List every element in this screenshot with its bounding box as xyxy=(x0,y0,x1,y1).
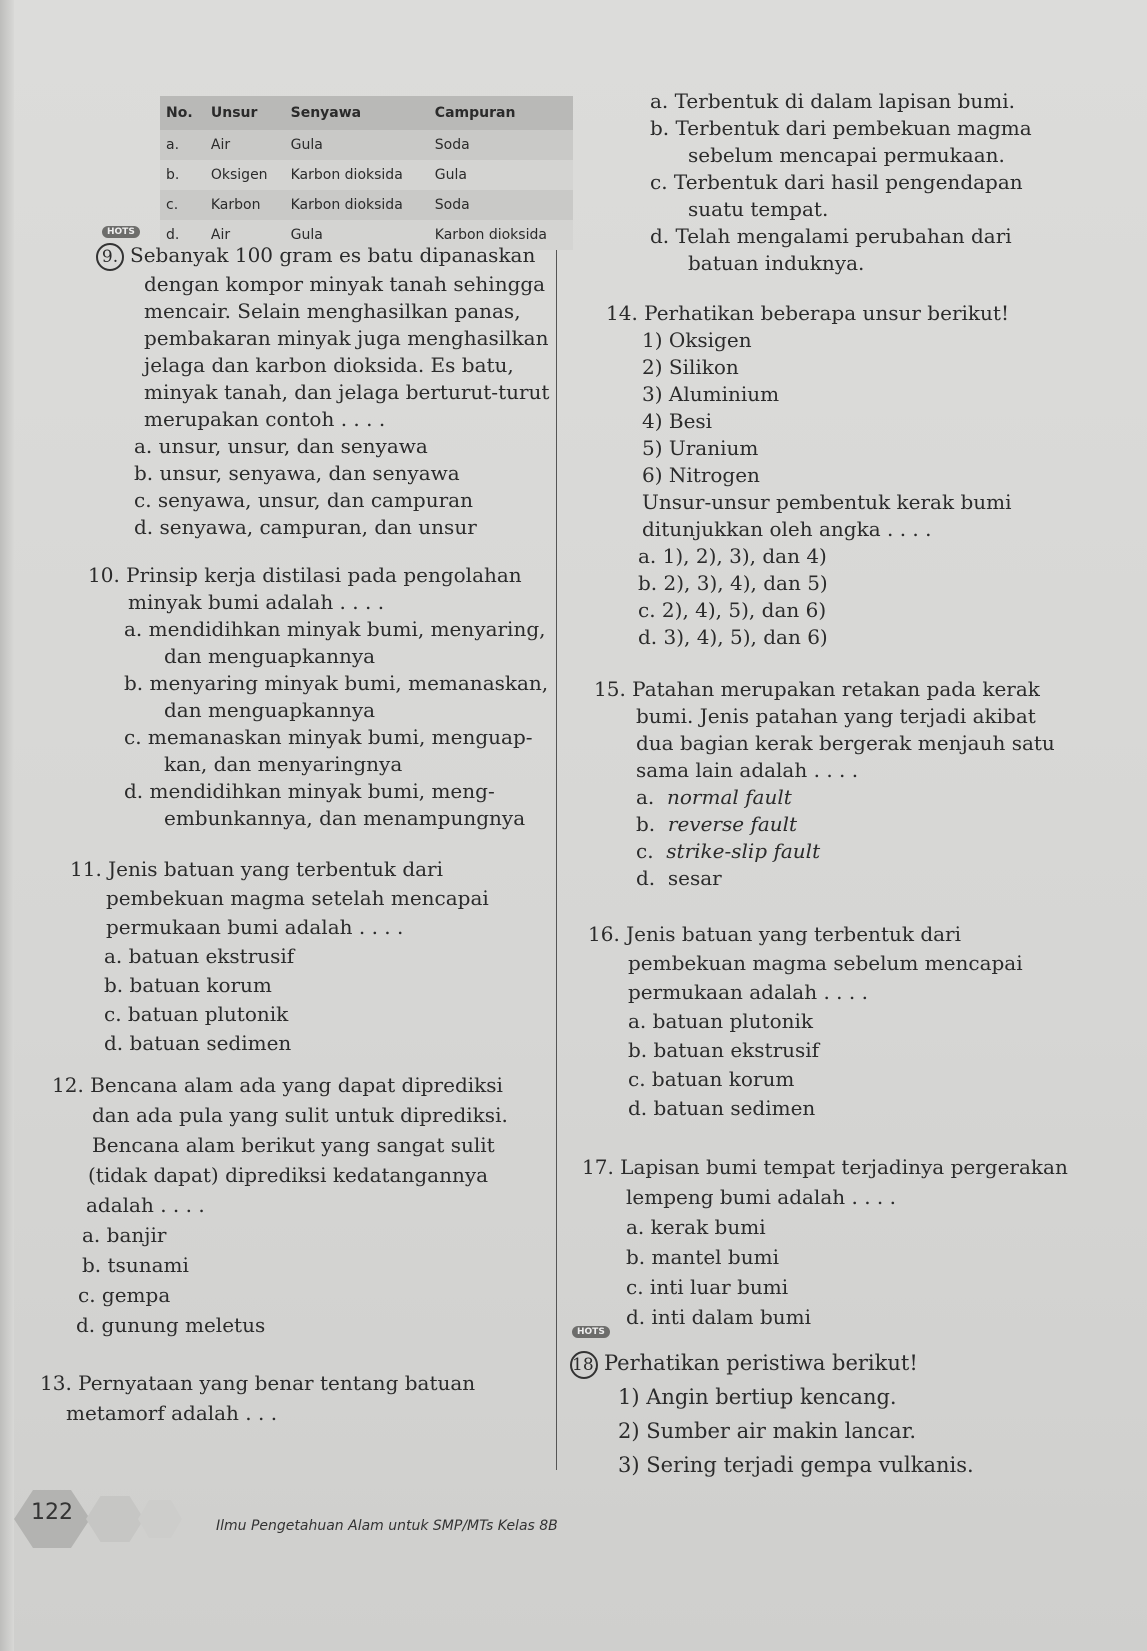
table-cell: Gula xyxy=(429,160,573,190)
page-number: 122 xyxy=(31,1500,73,1525)
list-item: 5) Uranium xyxy=(642,436,759,460)
answer-option: a. mendidihkan minyak bumi, menyaring, xyxy=(124,617,546,641)
table-header-row xyxy=(160,96,573,130)
table-row xyxy=(160,160,573,190)
answer-option: d. mendidihkan minyak bumi, meng- xyxy=(124,779,495,803)
question-text: bumi. Jenis patahan yang terjadi akibat xyxy=(636,704,1036,728)
option-text: normal fault xyxy=(667,785,792,809)
question-text: 14. Perhatikan beberapa unsur berikut! xyxy=(606,301,1009,325)
hots-badge: HOTS xyxy=(102,226,140,238)
column-divider xyxy=(556,100,557,1470)
answer-option: b. batuan korum xyxy=(104,973,272,997)
answer-option: c. memanaskan minyak bumi, menguap- xyxy=(124,725,533,749)
table-cell: c. xyxy=(160,190,205,220)
question-text: pembekuan magma sebelum mencapai xyxy=(628,951,1023,975)
list-item: 1) Oksigen xyxy=(642,328,752,352)
question-text: 16. Jenis batuan yang terbentuk dari xyxy=(588,922,962,946)
table-cell: Soda xyxy=(429,130,573,160)
answer-option xyxy=(594,784,1055,811)
option-text: strike-slip fault xyxy=(666,839,821,863)
question-13-options xyxy=(650,88,1032,277)
question-number-circle: 9. xyxy=(96,243,124,271)
answer-option: b. Terbentuk dari pembekuan magma xyxy=(650,116,1032,140)
table-cell: Gula xyxy=(285,220,429,250)
question-text: lempeng bumi adalah . . . . xyxy=(626,1185,896,1209)
table-cell: Soda xyxy=(429,190,573,220)
answer-option-cont: embunkannya, dan menampungnya xyxy=(164,806,526,830)
answer-option: a. 1), 2), 3), dan 4) xyxy=(638,544,827,568)
answer-option: b. menyaring minyak bumi, memanaskan, xyxy=(124,671,549,695)
answer-option: d. inti dalam bumi xyxy=(626,1305,811,1329)
answer-option: b. unsur, senyawa, dan senyawa xyxy=(134,461,460,485)
answer-option: c. Terbentuk dari hasil pengendapan xyxy=(650,170,1023,194)
table-cell: Karbon dioksida xyxy=(285,160,429,190)
table-header: No. xyxy=(160,96,205,130)
question-text: jelaga dan karbon dioksida. Es batu, xyxy=(144,353,514,377)
answer-option: a. kerak bumi xyxy=(626,1215,766,1239)
answer-option: b. 2), 3), 4), dan 5) xyxy=(638,571,828,595)
question-text: 13. Pernyataan yang benar tentang batuan xyxy=(40,1371,476,1395)
question-text: Perhatikan peristiwa berikut! xyxy=(604,1351,918,1375)
question-text: dua bagian kerak bergerak menjauh satu xyxy=(636,731,1055,755)
option-letter: b. xyxy=(636,812,656,836)
option-letter: c. xyxy=(636,839,654,863)
hots-badge: HOTS xyxy=(572,1326,610,1338)
option-text: sesar xyxy=(667,866,722,890)
answer-option: c. inti luar bumi xyxy=(626,1275,789,1299)
table-cell: Karbon dioksida xyxy=(285,190,429,220)
answer-option: d. senyawa, campuran, dan unsur xyxy=(134,515,477,539)
question-text: 12. Bencana alam ada yang dapat diprediksi xyxy=(52,1073,503,1097)
answer-option xyxy=(594,811,1055,838)
decorative-hexagon xyxy=(138,1500,182,1538)
answer-option: d. gunung meletus xyxy=(76,1313,266,1337)
question-text: Sebanyak 100 gram es batu dipanaskan xyxy=(130,243,536,267)
answer-option: c. gempa xyxy=(78,1283,171,1307)
answer-option xyxy=(594,838,1055,865)
question-text: permukaan adalah . . . . xyxy=(628,980,868,1004)
question-text: pembakaran minyak juga menghasilkan xyxy=(144,326,549,350)
question-text: ditunjukkan oleh angka . . . . xyxy=(642,517,932,541)
question-10 xyxy=(88,562,548,832)
question-9 xyxy=(96,242,549,541)
question-14 xyxy=(606,300,1012,651)
question-text: 15. Patahan merupakan retakan pada kerak xyxy=(594,677,1040,701)
list-item: 3) Aluminium xyxy=(642,382,780,406)
answer-option-cont: dan menguapkannya xyxy=(164,698,376,722)
answer-option: d. Telah mengalami perubahan dari xyxy=(650,224,1012,248)
question-text: mencair. Selain menghasilkan panas, xyxy=(144,299,521,323)
answer-option: a. Terbentuk di dalam lapisan bumi. xyxy=(650,89,1016,113)
table-header: Senyawa xyxy=(285,96,429,130)
option-text: reverse fault xyxy=(667,812,798,836)
question-text: minyak bumi adalah . . . . xyxy=(128,590,385,614)
question-18 xyxy=(570,1346,974,1482)
table-header: Campuran xyxy=(429,96,573,130)
answer-option-cont: suatu tempat. xyxy=(688,197,829,221)
table-cell: Air xyxy=(205,220,285,250)
list-item: 1) Angin bertiup kencang. xyxy=(618,1385,897,1409)
table-cell: a. xyxy=(160,130,205,160)
option-letter: d. xyxy=(636,866,656,890)
answer-option: c. batuan plutonik xyxy=(104,1002,289,1026)
answer-option: d. batuan sedimen xyxy=(104,1031,292,1055)
list-item: 3) Sering terjadi gempa vulkanis. xyxy=(618,1453,974,1477)
question-text: metamorf adalah . . . xyxy=(66,1401,278,1425)
answer-option: a. unsur, unsur, dan senyawa xyxy=(134,434,428,458)
question-12 xyxy=(52,1070,508,1340)
question-13 xyxy=(40,1368,475,1428)
answer-option: d. batuan sedimen xyxy=(628,1096,816,1120)
answer-option-cont: kan, dan menyaringnya xyxy=(164,752,403,776)
question-15 xyxy=(594,676,1055,892)
answer-option-cont: dan menguapkannya xyxy=(164,644,376,668)
decorative-hexagon xyxy=(86,1496,144,1542)
list-item: 2) Silikon xyxy=(642,355,739,379)
table-row xyxy=(160,190,573,220)
list-item: 6) Nitrogen xyxy=(642,463,760,487)
question-11 xyxy=(70,855,489,1058)
table-row xyxy=(160,130,573,160)
table-cell: d. xyxy=(160,220,205,250)
question-text: minyak tanah, dan jelaga berturut-turut xyxy=(144,380,550,404)
question-16 xyxy=(588,920,1023,1123)
answer-option: c. batuan korum xyxy=(628,1067,795,1091)
answer-option-cont: batuan induknya. xyxy=(688,251,865,275)
page-binding xyxy=(0,0,14,1651)
question-text: 17. Lapisan bumi tempat terjadinya pergerakan xyxy=(582,1155,1068,1179)
answer-option xyxy=(594,865,1055,892)
question-text: Bencana alam berikut yang sangat sulit xyxy=(92,1133,495,1157)
question-text: sama lain adalah . . . . xyxy=(636,758,859,782)
book-title: Ilmu Pengetahuan Alam untuk SMP/MTs Kelas 8B xyxy=(216,1518,558,1534)
answer-option: b. tsunami xyxy=(82,1253,189,1277)
question-text: adalah . . . . xyxy=(86,1193,205,1217)
question-number-circle: 18. xyxy=(570,1351,598,1379)
answer-option: a. batuan plutonik xyxy=(628,1009,813,1033)
answer-option: b. batuan ekstrusif xyxy=(628,1038,820,1062)
question-text: 11. Jenis batuan yang terbentuk dari xyxy=(70,857,444,881)
answer-option: d. 3), 4), 5), dan 6) xyxy=(638,625,828,649)
list-item: 4) Besi xyxy=(642,409,713,433)
question-text: Unsur-unsur pembentuk kerak bumi xyxy=(642,490,1012,514)
answer-option: c. senyawa, unsur, dan campuran xyxy=(134,488,473,512)
question-17 xyxy=(582,1152,1068,1332)
question-text: dan ada pula yang sulit untuk diprediksi. xyxy=(92,1103,508,1127)
question-text: pembekuan magma setelah mencapai xyxy=(106,886,489,910)
question-text: 10. Prinsip kerja distilasi pada pengolahan xyxy=(88,563,522,587)
table-cell: b. xyxy=(160,160,205,190)
table-cell: Karbon dioksida xyxy=(429,220,573,250)
list-item: 2) Sumber air makin lancar. xyxy=(618,1419,917,1443)
table-cell: Gula xyxy=(285,130,429,160)
substance-table xyxy=(160,96,573,250)
answer-option: a. banjir xyxy=(82,1223,167,1247)
table-cell: Air xyxy=(205,130,285,160)
table-header: Unsur xyxy=(205,96,285,130)
answer-option-cont: sebelum mencapai permukaan. xyxy=(688,143,1005,167)
question-text: dengan kompor minyak tanah sehingga xyxy=(144,272,546,296)
question-text: merupakan contoh . . . . xyxy=(144,407,386,431)
question-text: permukaan bumi adalah . . . . xyxy=(106,915,404,939)
answer-option: c. 2), 4), 5), dan 6) xyxy=(638,598,827,622)
answer-option: a. batuan ekstrusif xyxy=(104,944,295,968)
table-cell: Karbon xyxy=(205,190,285,220)
option-letter: a. xyxy=(636,785,655,809)
table-cell: Oksigen xyxy=(205,160,285,190)
answer-option: b. mantel bumi xyxy=(626,1245,779,1269)
question-text: (tidak dapat) diprediksi kedatangannya xyxy=(88,1163,489,1187)
